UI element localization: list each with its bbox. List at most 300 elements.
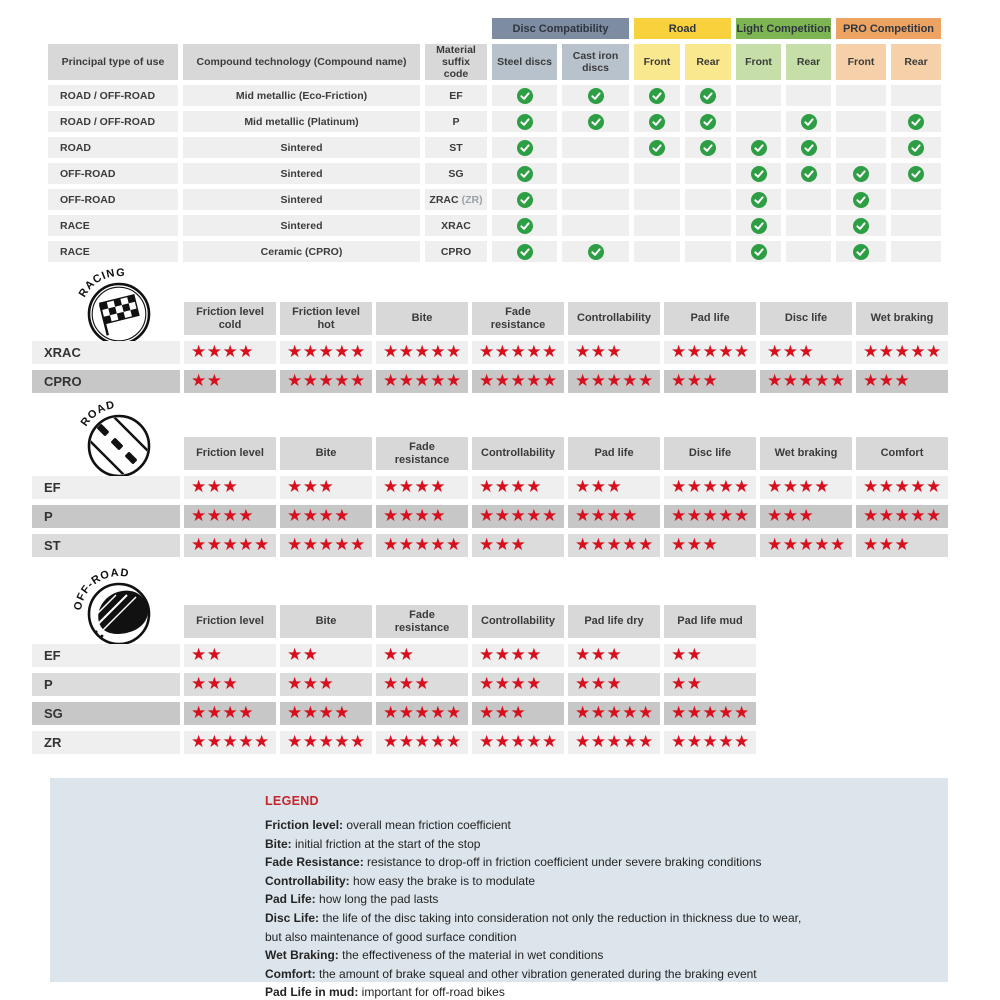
star-rating-4: ★★★★ [383, 506, 446, 526]
rating-cell [568, 702, 660, 725]
rating-cell [760, 341, 852, 364]
offroad-icon-label: OFF-ROAD [71, 566, 131, 612]
row-principal-use: RACE [48, 215, 178, 236]
rating-cell [760, 370, 852, 393]
star-rating-4: ★★★★ [191, 703, 254, 723]
row-principal-use: ROAD [48, 137, 178, 158]
rating-cell [184, 644, 276, 667]
row-compound-technology: Ceramic (CPRO) [183, 241, 420, 262]
star-rating-3: ★★★ [767, 506, 815, 526]
rating-cell [472, 731, 564, 754]
rating-column-header: Wet braking [760, 437, 852, 470]
rating-column-header: Bite [376, 302, 468, 335]
rating-cell [856, 505, 948, 528]
star-rating-5: ★★★★★ [287, 371, 366, 391]
rating-cell [280, 370, 372, 393]
compat-check-cell [685, 215, 731, 236]
rating-cell [184, 370, 276, 393]
star-rating-5: ★★★★★ [191, 535, 270, 555]
legend-entry: Friction level: overall mean friction coefficient [265, 818, 511, 832]
star-rating-5: ★★★★★ [575, 732, 654, 752]
compatibility-table [48, 18, 941, 262]
check-icon [517, 218, 533, 234]
sub-column-header: Front [736, 44, 781, 80]
star-rating-5: ★★★★★ [287, 342, 366, 362]
row-principal-use: OFF-ROAD [48, 189, 178, 210]
star-rating-3: ★★★ [767, 342, 815, 362]
star-rating-5: ★★★★★ [287, 535, 366, 555]
rating-column-header: Fade resistance [472, 302, 564, 335]
rating-cell [184, 673, 276, 696]
star-rating-4: ★★★★ [479, 477, 542, 497]
check-icon [700, 140, 716, 156]
compat-check-cell [562, 111, 629, 132]
star-rating-5: ★★★★★ [671, 477, 750, 497]
star-rating-5: ★★★★★ [383, 732, 462, 752]
star-rating-3: ★★★ [479, 703, 527, 723]
legend-entry: Disc Life: the life of the disc taking into consideration not only the reduction in thickness due to wear, [265, 910, 802, 925]
rating-column-header: Friction level [184, 437, 276, 470]
rating-cell [856, 476, 948, 499]
compat-check-cell [836, 111, 886, 132]
star-rating-2: ★★ [191, 645, 223, 665]
star-rating-5: ★★★★★ [863, 342, 942, 362]
compat-check-cell [492, 215, 557, 236]
compat-check-cell [685, 241, 731, 262]
rating-cell [184, 505, 276, 528]
sub-column-header: Steel discs [492, 44, 557, 80]
column-header: Principal type of use [48, 44, 178, 80]
compat-check-cell [736, 111, 781, 132]
compat-check-cell [634, 215, 680, 236]
rating-cell [376, 534, 468, 557]
star-rating-5: ★★★★★ [479, 732, 558, 752]
rating-cell [760, 476, 852, 499]
rating-column-header: Pad life [664, 302, 756, 335]
row-compound-technology: Mid metallic (Eco-Friction) [183, 85, 420, 106]
star-rating-5: ★★★★★ [671, 506, 750, 526]
compat-check-cell [736, 137, 781, 158]
check-icon [588, 88, 604, 104]
sub-column-header: Rear [786, 44, 831, 80]
rating-cell [472, 505, 564, 528]
rating-cell [376, 476, 468, 499]
rating-cell [664, 534, 756, 557]
group-header-spacer [48, 18, 487, 39]
row-compound-technology: Sintered [183, 189, 420, 210]
rating-cell [472, 370, 564, 393]
row-material-code: ZRAC (ZR) [425, 189, 487, 210]
rating-cell [664, 341, 756, 364]
compat-check-cell [492, 163, 557, 184]
compat-check-cell [786, 137, 831, 158]
star-rating-3: ★★★ [575, 674, 623, 694]
legend-term: Bite: [265, 836, 295, 851]
rating-cell [856, 370, 948, 393]
check-icon [853, 192, 869, 208]
rating-row-label: P [32, 673, 180, 696]
rating-column-header: Pad life mud [664, 605, 756, 638]
rating-cell [280, 673, 372, 696]
star-rating-5: ★★★★★ [575, 703, 654, 723]
legend-term: Fade Resistance: [265, 855, 368, 870]
sub-column-header: Rear [891, 44, 941, 80]
rating-cell [472, 702, 564, 725]
column-header: Material suffix code [425, 44, 487, 80]
legend-entry: Fade Resistance: resistance to drop-off in friction coefficient under severe braking conditions [265, 855, 762, 870]
compat-check-cell [891, 215, 941, 236]
racing-icon-label: RACING [76, 266, 126, 300]
compat-check-cell [685, 111, 731, 132]
star-rating-5: ★★★★★ [575, 535, 654, 555]
rating-cell [472, 534, 564, 557]
check-icon [801, 114, 817, 130]
rating-column-header: Fade resistance [376, 605, 468, 638]
star-rating-3: ★★★ [671, 371, 719, 391]
rating-cell [856, 341, 948, 364]
rating-column-header: Pad life [568, 437, 660, 470]
row-material-code: XRAC [425, 215, 487, 236]
compat-check-cell [562, 137, 629, 158]
compat-check-cell [836, 189, 886, 210]
compat-check-cell [685, 189, 731, 210]
rating-cell [760, 505, 852, 528]
star-rating-3: ★★★ [863, 371, 911, 391]
compat-check-cell [562, 85, 629, 106]
star-rating-5: ★★★★★ [383, 703, 462, 723]
rating-cell [280, 644, 372, 667]
rating-cell [568, 341, 660, 364]
rating-cell [376, 341, 468, 364]
rating-cell [280, 476, 372, 499]
offroad-rating-table [32, 605, 756, 754]
rating-table-corner [32, 302, 180, 335]
compat-check-cell [562, 215, 629, 236]
compat-check-cell [492, 85, 557, 106]
star-rating-3: ★★★ [287, 674, 335, 694]
row-material-code: P [425, 111, 487, 132]
compat-check-cell [562, 241, 629, 262]
rating-cell [664, 702, 756, 725]
rating-cell [376, 673, 468, 696]
star-rating-5: ★★★★★ [479, 371, 558, 391]
legend-term: Friction level: [265, 818, 347, 832]
rating-column-header: Friction level [184, 605, 276, 638]
rating-row-label: XRAC [32, 341, 180, 364]
row-compound-technology: Sintered [183, 137, 420, 158]
rating-cell [568, 534, 660, 557]
rating-cell [376, 370, 468, 393]
rating-cell [472, 341, 564, 364]
star-rating-5: ★★★★★ [767, 535, 846, 555]
compat-check-cell [492, 137, 557, 158]
rating-column-header: Friction level hot [280, 302, 372, 335]
check-icon [751, 244, 767, 260]
rating-cell [568, 505, 660, 528]
row-compound-technology: Sintered [183, 163, 420, 184]
star-rating-3: ★★★ [191, 674, 239, 694]
legend-entry: Comfort: the amount of brake squeal and other vibration generated during the braking event [265, 966, 757, 981]
rating-table-corner [32, 605, 180, 638]
row-compound-technology: Sintered [183, 215, 420, 236]
star-rating-4: ★★★★ [383, 477, 446, 497]
compat-check-cell [492, 111, 557, 132]
compat-check-cell [891, 189, 941, 210]
compat-check-cell [736, 85, 781, 106]
rating-table-corner [32, 437, 180, 470]
star-rating-5: ★★★★★ [191, 732, 270, 752]
compat-check-cell [836, 137, 886, 158]
star-rating-5: ★★★★★ [575, 371, 654, 391]
rating-cell [856, 534, 948, 557]
legend-entries [265, 816, 928, 1000]
rating-cell [664, 370, 756, 393]
star-rating-3: ★★★ [383, 674, 431, 694]
star-rating-4: ★★★★ [191, 342, 254, 362]
rating-column-header: Fade resistance [376, 437, 468, 470]
check-icon [908, 114, 924, 130]
group-header: Road [634, 18, 731, 39]
compat-check-cell [562, 163, 629, 184]
rating-row-label: ZR [32, 731, 180, 754]
legend-entry: Controllability: how easy the brake is to modulate [265, 873, 536, 888]
rating-cell [184, 731, 276, 754]
star-rating-3: ★★★ [479, 535, 527, 555]
group-header: Light Competition [736, 18, 831, 39]
check-icon [908, 140, 924, 156]
check-icon [700, 88, 716, 104]
legend-title: LEGEND [265, 794, 319, 808]
compat-check-cell [736, 163, 781, 184]
compat-check-cell [634, 85, 680, 106]
row-material-code: EF [425, 85, 487, 106]
rating-cell [664, 476, 756, 499]
star-rating-5: ★★★★★ [671, 342, 750, 362]
star-rating-2: ★★ [671, 645, 703, 665]
star-rating-3: ★★★ [671, 535, 719, 555]
row-material-code: CPRO [425, 241, 487, 262]
star-rating-4: ★★★★ [479, 674, 542, 694]
sub-column-header: Cast iron discs [562, 44, 629, 80]
check-icon [649, 114, 665, 130]
legend-entry: Pad Life in mud: important for off-road bikes [265, 985, 505, 1000]
check-icon [649, 88, 665, 104]
rating-row-label: P [32, 505, 180, 528]
legend-entry: Bite: initial friction at the start of the stop [265, 836, 481, 851]
compat-check-cell [786, 85, 831, 106]
rating-row-label: EF [32, 644, 180, 667]
rating-cell [376, 702, 468, 725]
racing-rating-table [32, 302, 948, 393]
check-icon [751, 140, 767, 156]
legend-panel [50, 778, 948, 1000]
star-rating-4: ★★★★ [575, 506, 638, 526]
check-icon [700, 114, 716, 130]
legend-entry: but also maintenance of good surface condition [265, 929, 517, 944]
star-rating-5: ★★★★★ [479, 506, 558, 526]
compat-check-cell [634, 241, 680, 262]
star-rating-2: ★★ [287, 645, 319, 665]
compat-check-cell [562, 189, 629, 210]
rating-cell [664, 673, 756, 696]
star-rating-5: ★★★★★ [671, 732, 750, 752]
legend-term: Disc Life: [265, 910, 323, 925]
check-icon [751, 218, 767, 234]
compat-check-cell [736, 215, 781, 236]
compat-check-cell [836, 163, 886, 184]
star-rating-4: ★★★★ [767, 477, 830, 497]
rating-column-header: Controllability [568, 302, 660, 335]
rating-cell [184, 476, 276, 499]
star-rating-5: ★★★★★ [671, 703, 750, 723]
legend-term: Wet Braking: [265, 948, 343, 963]
rating-cell [472, 476, 564, 499]
rating-row-label: ST [32, 534, 180, 557]
rating-cell [184, 341, 276, 364]
compat-check-cell [634, 111, 680, 132]
rating-cell [472, 673, 564, 696]
group-header: PRO Competition [836, 18, 941, 39]
rating-cell [184, 534, 276, 557]
group-header: Disc Compatibility [492, 18, 629, 39]
check-icon [853, 244, 869, 260]
road-rating-table [32, 437, 948, 557]
star-rating-5: ★★★★★ [863, 477, 942, 497]
compat-check-cell [492, 189, 557, 210]
rating-column-header: Comfort [856, 437, 948, 470]
rating-cell [760, 534, 852, 557]
rating-column-header: Controllability [472, 605, 564, 638]
compat-check-cell [836, 241, 886, 262]
sub-column-header: Front [836, 44, 886, 80]
legend-entry: Wet Braking: the effectiveness of the material in wet conditions [265, 948, 604, 963]
check-icon [801, 140, 817, 156]
rating-cell [376, 644, 468, 667]
compat-check-cell [736, 189, 781, 210]
row-principal-use: OFF-ROAD [48, 163, 178, 184]
rating-cell [664, 644, 756, 667]
check-icon [649, 140, 665, 156]
compat-check-cell [836, 85, 886, 106]
rating-column-header: Bite [280, 605, 372, 638]
compat-check-cell [891, 85, 941, 106]
rating-cell [280, 534, 372, 557]
rating-cell [568, 731, 660, 754]
compat-check-cell [786, 241, 831, 262]
star-rating-2: ★★ [191, 371, 223, 391]
row-compound-technology: Mid metallic (Platinum) [183, 111, 420, 132]
rating-row-label: SG [32, 702, 180, 725]
star-rating-3: ★★★ [191, 477, 239, 497]
check-icon [517, 192, 533, 208]
star-rating-3: ★★★ [575, 477, 623, 497]
rating-cell [376, 731, 468, 754]
legend-term: Comfort: [265, 966, 319, 981]
compat-check-cell [891, 137, 941, 158]
rating-cell [280, 731, 372, 754]
star-rating-4: ★★★★ [287, 506, 350, 526]
star-rating-2: ★★ [671, 674, 703, 694]
star-rating-3: ★★★ [575, 342, 623, 362]
rating-cell [664, 731, 756, 754]
compat-check-cell [786, 189, 831, 210]
rating-cell [184, 702, 276, 725]
star-rating-5: ★★★★★ [479, 342, 558, 362]
star-rating-4: ★★★★ [191, 506, 254, 526]
rating-cell [472, 644, 564, 667]
check-icon [517, 88, 533, 104]
rating-cell [664, 505, 756, 528]
compat-check-cell [634, 163, 680, 184]
star-rating-5: ★★★★★ [383, 535, 462, 555]
column-header: Compound technology (Compound name) [183, 44, 420, 80]
rating-column-header: Controllability [472, 437, 564, 470]
star-rating-3: ★★★ [575, 645, 623, 665]
compat-check-cell [836, 215, 886, 236]
check-icon [853, 218, 869, 234]
rating-column-header: Disc life [664, 437, 756, 470]
sub-column-header: Front [634, 44, 680, 80]
rating-cell [280, 505, 372, 528]
check-icon [908, 166, 924, 182]
legend-term: Pad Life in mud: [265, 985, 362, 1000]
compat-check-cell [634, 189, 680, 210]
check-icon [517, 166, 533, 182]
material-code-suffix: (ZR) [461, 193, 483, 206]
rating-cell [568, 476, 660, 499]
rating-cell [280, 341, 372, 364]
check-icon [517, 244, 533, 260]
sub-column-header: Rear [685, 44, 731, 80]
compat-check-cell [891, 163, 941, 184]
star-rating-5: ★★★★★ [383, 342, 462, 362]
star-rating-2: ★★ [383, 645, 415, 665]
check-icon [801, 166, 817, 182]
rating-cell [568, 370, 660, 393]
compat-check-cell [634, 137, 680, 158]
compat-check-cell [891, 111, 941, 132]
star-rating-4: ★★★★ [479, 645, 542, 665]
star-rating-4: ★★★★ [287, 703, 350, 723]
rating-cell [376, 505, 468, 528]
rating-row-label: CPRO [32, 370, 180, 393]
star-rating-5: ★★★★★ [287, 732, 366, 752]
compat-check-cell [786, 215, 831, 236]
check-icon [517, 114, 533, 130]
rating-cell [280, 702, 372, 725]
check-icon [751, 192, 767, 208]
compat-check-cell [492, 241, 557, 262]
rating-column-header: Wet braking [856, 302, 948, 335]
rating-column-header: Disc life [760, 302, 852, 335]
rating-row-label: EF [32, 476, 180, 499]
compat-check-cell [786, 111, 831, 132]
compat-check-cell [786, 163, 831, 184]
check-icon [751, 166, 767, 182]
star-rating-3: ★★★ [863, 535, 911, 555]
star-rating-3: ★★★ [287, 477, 335, 497]
row-principal-use: ROAD / OFF-ROAD [48, 111, 178, 132]
rating-cell [568, 673, 660, 696]
check-icon [588, 114, 604, 130]
check-icon [588, 244, 604, 260]
row-principal-use: RACE [48, 241, 178, 262]
rating-column-header: Friction level cold [184, 302, 276, 335]
legend-term: Controllability: [265, 873, 353, 888]
row-material-code: ST [425, 137, 487, 158]
legend-entry: Pad Life: how long the pad lasts [265, 892, 439, 907]
star-rating-5: ★★★★★ [767, 371, 846, 391]
